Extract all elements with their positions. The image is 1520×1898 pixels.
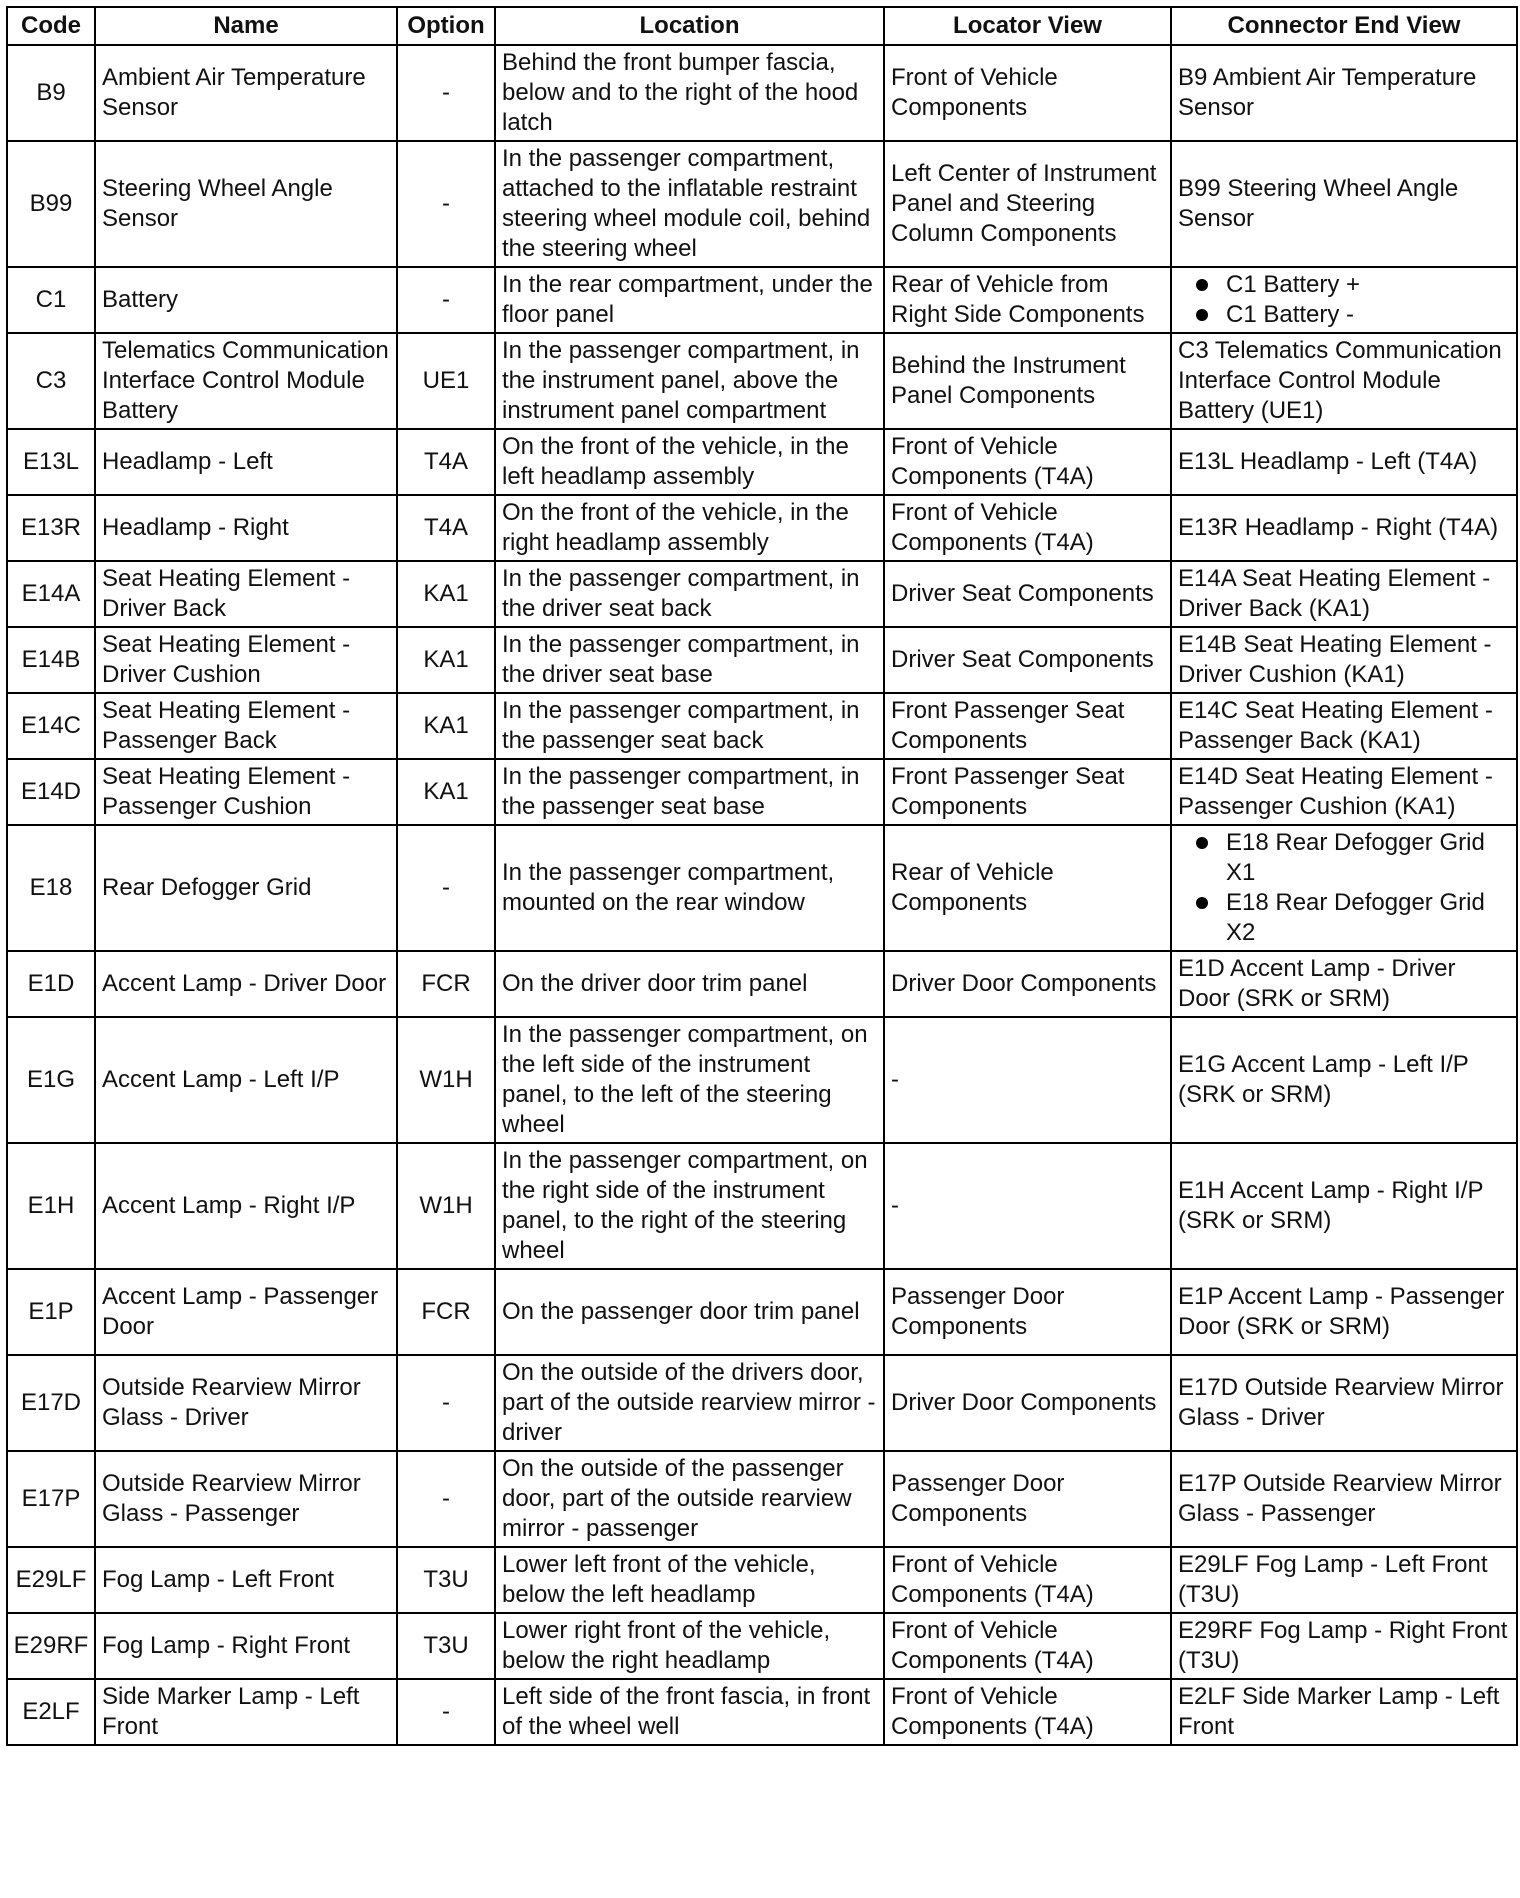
option-cell: FCR [397,1269,495,1355]
location-cell: In the passenger compartment, on the left side of the instrument panel, to the left of the steering wheel [495,1017,884,1143]
code-cell: E17P [7,1451,95,1547]
locator-view-cell: Front of Vehicle Components (T4A) [884,1613,1171,1679]
connector-list [1178,270,1510,330]
location-cell: In the passenger compartment, in the passenger seat back [495,693,884,759]
locator-view-cell: Passenger Door Components [884,1269,1171,1355]
code-cell: C3 [7,333,95,429]
connector-end-view-cell: E14A Seat Heating Element - Driver Back (KA1) [1171,561,1517,627]
locator-view-cell: Front Passenger Seat Components [884,759,1171,825]
table-row [7,693,1517,759]
locator-view-cell: Front of Vehicle Components (T4A) [884,495,1171,561]
connector-end-view-cell: B99 Steering Wheel Angle Sensor [1171,141,1517,267]
table-header [7,7,1517,45]
table-row [7,1547,1517,1613]
table-row [7,141,1517,267]
locator-view-cell: Front of Vehicle Components (T4A) [884,429,1171,495]
locator-view-cell: - [884,1017,1171,1143]
locator-view-cell: Rear of Vehicle from Right Side Components [884,267,1171,333]
option-cell: KA1 [397,627,495,693]
table-row [7,1269,1517,1355]
table-row [7,951,1517,1017]
name-cell: Seat Heating Element - Passenger Back [95,693,397,759]
name-cell: Headlamp - Right [95,495,397,561]
table-row [7,759,1517,825]
name-cell: Fog Lamp - Right Front [95,1613,397,1679]
location-cell: On the outside of the passenger door, part of the outside rearview mirror - passenger [495,1451,884,1547]
code-cell: E2LF [7,1679,95,1745]
table-row [7,1355,1517,1451]
option-cell: T4A [397,495,495,561]
connector-end-view-cell: E17D Outside Rearview Mirror Glass - Driver [1171,1355,1517,1451]
connector-end-view-cell: E2LF Side Marker Lamp - Left Front [1171,1679,1517,1745]
table-row [7,1017,1517,1143]
connector-list [1178,828,1510,948]
locator-view-cell: Front of Vehicle Components (T4A) [884,1547,1171,1613]
table-row [7,267,1517,333]
table-row [7,45,1517,141]
connector-end-view-cell: E17P Outside Rearview Mirror Glass - Passenger [1171,1451,1517,1547]
connector-list-item: C1 Battery - [1226,300,1510,330]
locator-view-cell: Driver Door Components [884,951,1171,1017]
option-cell: - [397,1451,495,1547]
location-cell: On the front of the vehicle, in the right headlamp assembly [495,495,884,561]
code-cell: E14A [7,561,95,627]
table-row [7,561,1517,627]
name-cell: Seat Heating Element - Driver Cushion [95,627,397,693]
locator-view-cell: Front Passenger Seat Components [884,693,1171,759]
connector-list-item: E18 Rear Defogger Grid X2 [1226,888,1510,948]
name-cell: Accent Lamp - Driver Door [95,951,397,1017]
table-row [7,825,1517,951]
location-cell: Left side of the front fascia, in front of the wheel well [495,1679,884,1745]
connector-end-view-cell: B9 Ambient Air Temperature Sensor [1171,45,1517,141]
header-option: Option [397,7,495,45]
table-row [7,1613,1517,1679]
locator-view-cell: - [884,1143,1171,1269]
connector-end-view-cell: E1D Accent Lamp - Driver Door (SRK or SRM) [1171,951,1517,1017]
code-cell: E14C [7,693,95,759]
location-cell: In the passenger compartment, in the driver seat base [495,627,884,693]
code-cell: B9 [7,45,95,141]
header-row [7,7,1517,45]
connector-end-view-cell: C3 Telematics Communication Interface Control Module Battery (UE1) [1171,333,1517,429]
location-cell: In the passenger compartment, in the instrument panel, above the instrument panel compartment [495,333,884,429]
option-cell: UE1 [397,333,495,429]
header-code: Code [7,7,95,45]
connector-end-view-cell: E14D Seat Heating Element - Passenger Cushion (KA1) [1171,759,1517,825]
location-cell: Lower left front of the vehicle, below the left headlamp [495,1547,884,1613]
name-cell: Headlamp - Left [95,429,397,495]
location-cell: Behind the front bumper fascia, below and to the right of the hood latch [495,45,884,141]
code-cell: E17D [7,1355,95,1451]
connector-end-view-cell: E14C Seat Heating Element - Passenger Back (KA1) [1171,693,1517,759]
component-locator-sheet [6,6,1516,1746]
connector-end-view-cell: E1P Accent Lamp - Passenger Door (SRK or SRM) [1171,1269,1517,1355]
option-cell: W1H [397,1143,495,1269]
connector-list-item: E18 Rear Defogger Grid X1 [1226,828,1510,888]
table-row [7,627,1517,693]
connector-end-view-cell: E13R Headlamp - Right (T4A) [1171,495,1517,561]
locator-view-cell: Driver Seat Components [884,561,1171,627]
connector-end-view-cell [1171,825,1517,951]
connector-end-view-cell: E13L Headlamp - Left (T4A) [1171,429,1517,495]
connector-end-view-cell: E1G Accent Lamp - Left I/P (SRK or SRM) [1171,1017,1517,1143]
locator-view-cell: Driver Door Components [884,1355,1171,1451]
option-cell: T3U [397,1613,495,1679]
option-cell: KA1 [397,759,495,825]
header-location: Location [495,7,884,45]
locator-view-cell: Rear of Vehicle Components [884,825,1171,951]
table-row [7,333,1517,429]
code-cell: E13L [7,429,95,495]
code-cell: E18 [7,825,95,951]
option-cell: T4A [397,429,495,495]
option-cell: - [397,267,495,333]
header-locator-view: Locator View [884,7,1171,45]
name-cell: Outside Rearview Mirror Glass - Driver [95,1355,397,1451]
location-cell: In the passenger compartment, on the right side of the instrument panel, to the right of the steering wheel [495,1143,884,1269]
code-cell: E1P [7,1269,95,1355]
table-row [7,1679,1517,1745]
location-cell: On the outside of the drivers door, part of the outside rearview mirror - driver [495,1355,884,1451]
location-cell: In the rear compartment, under the floor panel [495,267,884,333]
code-cell: E1G [7,1017,95,1143]
connector-end-view-cell: E29RF Fog Lamp - Right Front (T3U) [1171,1613,1517,1679]
connector-list-item: C1 Battery + [1226,270,1510,300]
name-cell: Seat Heating Element - Passenger Cushion [95,759,397,825]
option-cell: - [397,825,495,951]
code-cell: E13R [7,495,95,561]
header-connector-end-view: Connector End View [1171,7,1517,45]
name-cell: Telematics Communication Interface Control Module Battery [95,333,397,429]
option-cell: - [397,141,495,267]
code-cell: E14D [7,759,95,825]
name-cell: Seat Heating Element - Driver Back [95,561,397,627]
location-cell: In the passenger compartment, in the driver seat back [495,561,884,627]
code-cell: E29LF [7,1547,95,1613]
locator-view-cell: Driver Seat Components [884,627,1171,693]
code-cell: E1H [7,1143,95,1269]
connector-end-view-cell: E29LF Fog Lamp - Left Front (T3U) [1171,1547,1517,1613]
code-cell: E1D [7,951,95,1017]
name-cell: Rear Defogger Grid [95,825,397,951]
name-cell: Accent Lamp - Passenger Door [95,1269,397,1355]
name-cell: Outside Rearview Mirror Glass - Passenger [95,1451,397,1547]
locator-view-cell: Behind the Instrument Panel Components [884,333,1171,429]
code-cell: B99 [7,141,95,267]
option-cell: FCR [397,951,495,1017]
code-cell: E29RF [7,1613,95,1679]
location-cell: In the passenger compartment, in the passenger seat base [495,759,884,825]
locator-view-cell: Left Center of Instrument Panel and Steering Column Components [884,141,1171,267]
option-cell: - [397,1355,495,1451]
option-cell: KA1 [397,693,495,759]
connector-end-view-cell: E1H Accent Lamp - Right I/P (SRK or SRM) [1171,1143,1517,1269]
location-cell: Lower right front of the vehicle, below the right headlamp [495,1613,884,1679]
name-cell: Fog Lamp - Left Front [95,1547,397,1613]
locator-view-cell: Front of Vehicle Components [884,45,1171,141]
header-name: Name [95,7,397,45]
table-row [7,1451,1517,1547]
table-body [7,45,1517,1745]
code-cell: E14B [7,627,95,693]
table-row [7,495,1517,561]
name-cell: Accent Lamp - Left I/P [95,1017,397,1143]
location-cell: In the passenger compartment, attached to the inflatable restraint steering wheel module coil, behind the steering wheel [495,141,884,267]
option-cell: T3U [397,1547,495,1613]
name-cell: Side Marker Lamp - Left Front [95,1679,397,1745]
location-cell: On the passenger door trim panel [495,1269,884,1355]
connector-end-view-cell: E14B Seat Heating Element - Driver Cushion (KA1) [1171,627,1517,693]
name-cell: Steering Wheel Angle Sensor [95,141,397,267]
option-cell: - [397,45,495,141]
option-cell: W1H [397,1017,495,1143]
locator-view-cell: Front of Vehicle Components (T4A) [884,1679,1171,1745]
component-table [6,6,1518,1746]
name-cell: Accent Lamp - Right I/P [95,1143,397,1269]
name-cell: Ambient Air Temperature Sensor [95,45,397,141]
table-row [7,429,1517,495]
option-cell: - [397,1679,495,1745]
option-cell: KA1 [397,561,495,627]
locator-view-cell: Passenger Door Components [884,1451,1171,1547]
location-cell: In the passenger compartment, mounted on the rear window [495,825,884,951]
code-cell: C1 [7,267,95,333]
connector-end-view-cell [1171,267,1517,333]
location-cell: On the front of the vehicle, in the left headlamp assembly [495,429,884,495]
location-cell: On the driver door trim panel [495,951,884,1017]
table-row [7,1143,1517,1269]
name-cell: Battery [95,267,397,333]
